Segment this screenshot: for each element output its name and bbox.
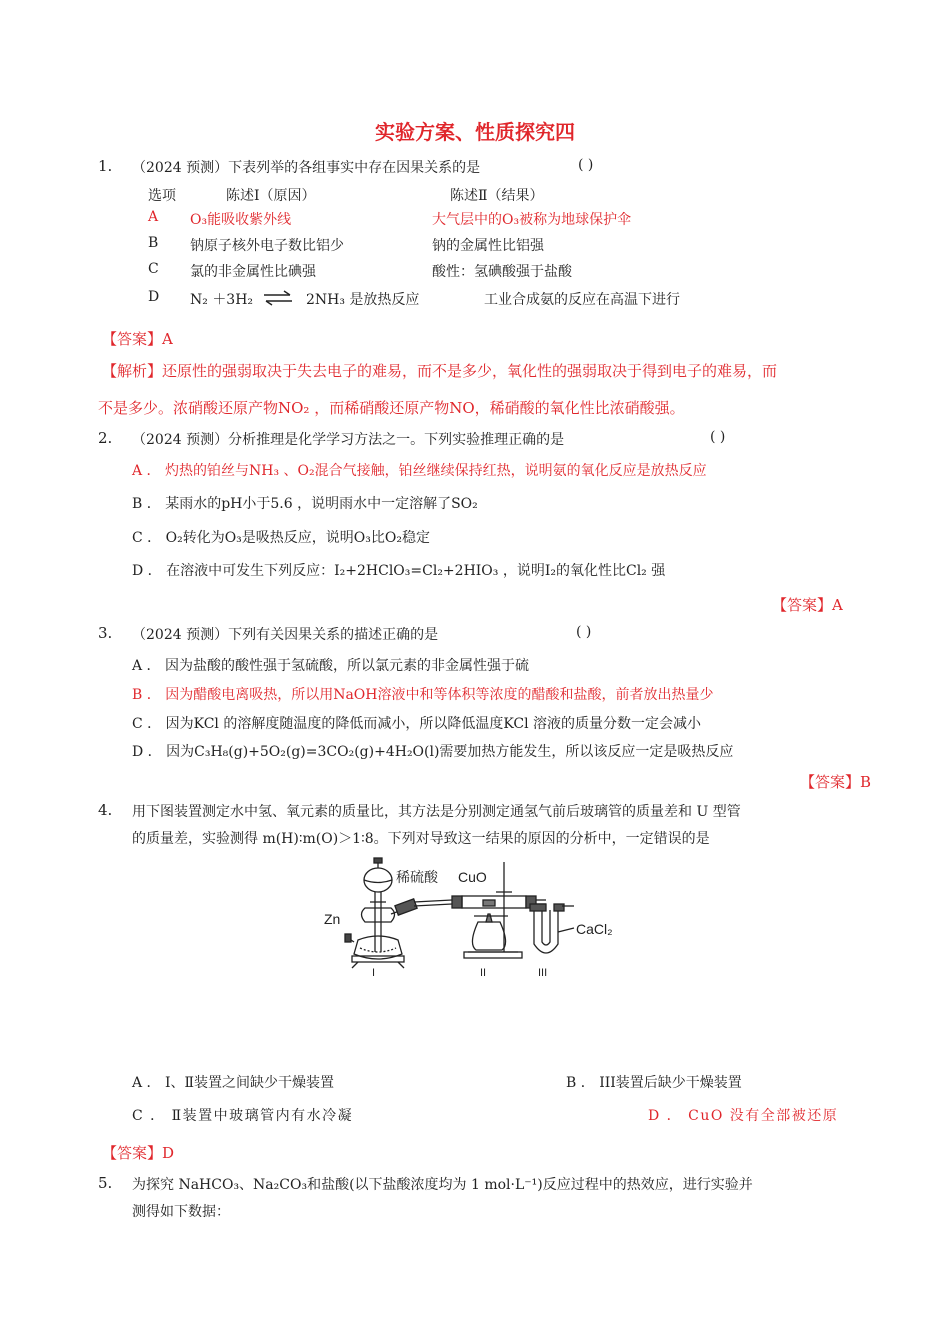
q2-paren: ( ) [710,429,726,445]
q1-row-a-option: A [148,209,159,225]
q1-row-a-cause: O₃能吸收紫外线 [190,212,292,228]
page-title: 实验方案、性质探究四 [375,120,575,144]
q3-answer: 【答案】B [800,773,872,791]
q3-option-c: C ． 因为KCl 的溶解度随温度的降低而减小，所以降低温度KCl 溶液的质量分数一定会减小 [132,716,702,732]
q1-analysis-line2: 不是多少。浓硝酸还原产物NO₂ ，而稀硝酸还原产物NO，稀硝酸的氧化性比浓硝酸强。 [98,399,685,417]
label-dilute-sulfuric-acid: 稀硫酸 [396,869,438,885]
q4-option-b: B ． III装置后缺少干燥装置 [566,1075,742,1091]
q2-option-c: C ． O₂转化为O₃是吸热反应，说明O₃比O₂稳定 [132,530,430,546]
q5-number: 5. [98,1174,113,1192]
q1-row-b-cause: 钠原子核外电子数比铝少 [190,238,344,254]
q2-option-d: D ． 在溶液中可发生下列反应：I₂+2HClO₃=Cl₂+2HIO₃ ，说明I₂的氧化性比Cl₂ 强 [132,563,666,579]
q1-head-result: 陈述Ⅱ（结果） [450,188,544,204]
u-tube [530,904,574,953]
q3-number: 3. [98,624,113,642]
q3-paren: ( ) [576,624,592,640]
q5-stem-line2: 测得如下数据： [132,1204,230,1220]
q1-paren: ( ) [578,157,594,173]
q4-stem-line2: 的质量差，实验测得 m(H)∶m(O)＞1∶8。下列对导致这一结果的原因的分析中，一定错误的是 [132,831,710,847]
label-apparatus-i: I [372,967,376,979]
label-apparatus-ii: II [480,967,487,979]
q3-stem: （2024 预测）下列有关因果关系的描述正确的是 [132,627,439,643]
q4-option-d: D ． CuO 没有全部被还原 [648,1108,839,1124]
q4-option-a: A ． Ⅰ、Ⅱ装置之间缺少干燥装置 [132,1075,335,1091]
equilibrium-arrow-icon [262,290,294,306]
q1-row-c-result: 酸性：氢碘酸强于盐酸 [432,264,572,280]
q4-number: 4. [98,801,113,819]
q4-option-c: C ． Ⅱ装置中玻璃管内有水冷凝 [132,1108,354,1124]
q1-row-b-result: 钠的金属性比铝强 [432,238,544,254]
q4-answer: 【答案】D [102,1144,175,1162]
q1-number: 1. [98,157,113,175]
q2-number: 2. [98,429,113,447]
q1-row-d-cause-right: 2NH₃ 是放热反应 [306,292,420,308]
connecting-tube [395,896,462,915]
q2-answer: 【答案】A [772,596,843,614]
q1-head-cause: 陈述Ⅰ（原因） [226,188,316,204]
q1-row-a-result: 大气层中的O₃被称为地球保护伞 [432,212,632,228]
q3-option-d: D ． 因为C₃H₈(g)+5O₂(g)=3CO₂(g)+4H₂O(l)需要加热方能发生，所以该反应一定是吸热反应 [132,744,734,760]
label-cuo: CuO [458,869,487,885]
label-zn: Zn [324,911,341,927]
q1-head-option: 选项 [148,188,176,204]
q1-row-d-option: D [148,289,160,305]
q3-option-a: A ． 因为盐酸的酸性强于氢硫酸，所以氯元素的非金属性强于硫 [132,658,530,674]
q4-stem-line1: 用下图装置测定水中氢、氧元素的质量比，其方法是分别测定通氢气前后玻璃管的质量差和 U 型管 [132,804,741,820]
label-apparatus-iii: III [538,967,548,979]
apparatus-figure [318,852,628,980]
q5-stem-line1: 为探究 NaHCO₃、Na₂CO₃和盐酸(以下盐酸浓度均为 1 mol·L⁻¹)反应过程中的热效应，进行实验并 [132,1177,753,1193]
q1-answer: 【答案】A [102,330,173,348]
q1-stem: （2024 预测）下表列举的各组事实中存在因果关系的是 [132,160,481,176]
label-cacl2: CaCl₂ [576,921,613,937]
q1-analysis-line1: 【解析】还原性的强弱取决于失去电子的难易，而不是多少，氧化性的强弱取决于得到电子的难易，而 [102,362,778,380]
q1-row-c-cause: 氯的非金属性比碘强 [190,264,316,280]
q1-row-b-option: B [148,235,159,251]
q1-row-d-result: 工业合成氨的反应在高温下进行 [484,292,680,308]
q2-option-b: B ． 某雨水的pH小于5.6 ，说明雨水中一定溶解了SO₂ [132,496,478,512]
q1-row-c-option: C [148,261,159,277]
q2-option-a: A ． 灼热的铂丝与NH₃ 、O₂混合气接触，铂丝继续保持红热，说明氨的氧化反应是放热反应 [132,463,707,479]
q2-stem: （2024 预测）分析推理是化学学习方法之一。下列实验推理正确的是 [132,432,565,448]
q1-row-d-cause-left: N₂ ＋3H₂ [190,292,254,308]
q3-option-b: B ． 因为醋酸电离吸热，所以用NaOH溶液中和等体积等浓度的醋酸和盐酸，前者放出热量少 [132,687,714,703]
